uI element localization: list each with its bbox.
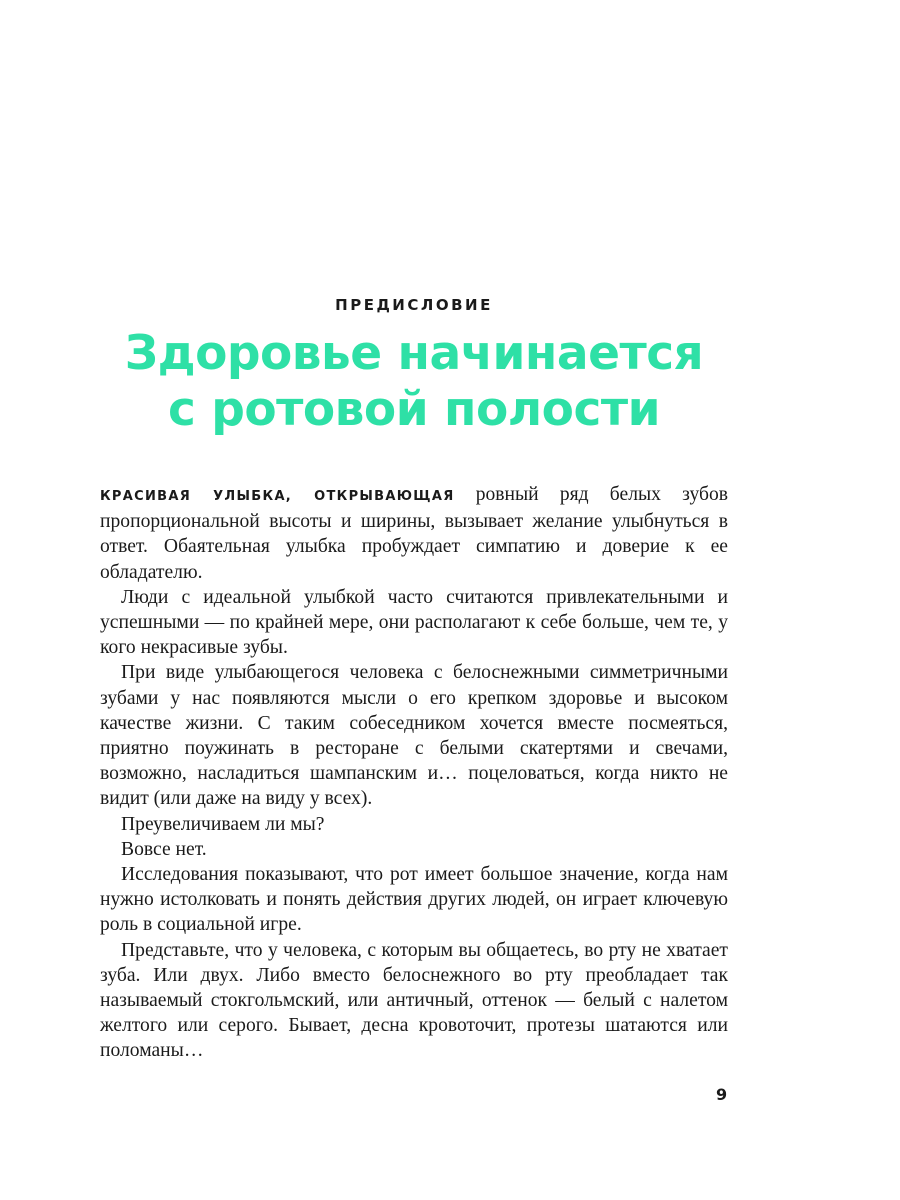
paragraph-6: Исследования показывают, что рот имеет большое значение, когда нам нужно истолковать и понять действия других людей, он играет ключевую роль в социальной игре. xyxy=(100,864,728,936)
chapter-title xyxy=(0,326,828,438)
paragraph-3: При виде улыбающегося человека с белоснежными симметричными зубами у нас появляются мысли о его крепком здоровье и высоком качестве жизни. С таким собеседником хочется вместе посмеяться, приятно поужинать в ресторане с белыми скатертями и свечами, возможно, насладиться шампанским и… поцеловаться, когда никто не видит (или даже на виду у всех). xyxy=(100,662,728,810)
chapter-kicker: ПРЕДИСЛОВИЕ xyxy=(335,296,493,314)
paragraph-2: Люди с идеальной улыбкой часто считаются привлекательными и успешными — по крайней мере, они располагают к себе больше, чем те, у кого некрасивые зубы. xyxy=(100,586,728,659)
body-text xyxy=(100,482,728,1064)
page-number: 9 xyxy=(716,1085,728,1104)
paragraph-1 xyxy=(100,482,728,585)
chapter-title-line-1: Здоровье начинается xyxy=(124,326,704,381)
chapter-title-line-2: с ротовой полости xyxy=(167,382,661,437)
paragraph-5: Вовсе нет. xyxy=(121,838,207,860)
paragraph-1-text: ровный ряд белых зубов пропорциональной высоты и ширины, вызывает желание улыбнуться в ответ. Обаятельная улыбка пробуждает симпатию и доверие к ее обладателю. xyxy=(100,484,728,583)
paragraph-7: Представьте, что у человека, с которым вы общаетесь, во рту не хватает зуба. Или двух. Либо вместо белоснежного во рту преобладает так называемый стокгольмский, или античный, оттенок — белый с налетом желтого или серого. Бывает, десна кровоточит, протезы шатаются или поломаны… xyxy=(100,939,728,1062)
paragraph-lead-in: КРАСИВАЯ УЛЫБКА, ОТКРЫВАЮЩАЯ xyxy=(100,489,455,504)
paragraph-4: Преувеличиваем ли мы? xyxy=(121,813,325,835)
